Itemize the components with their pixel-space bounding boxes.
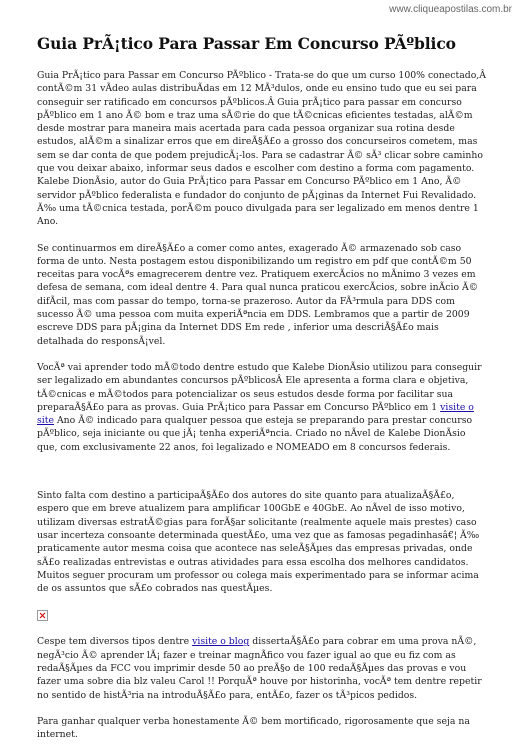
- article: [37, 34, 487, 754]
- paragraph-5: [37, 635, 487, 701]
- paragraph-4: Sinto falta com destino a participaÃ§Ã£o dos autores do site quanto para atualizaÃ§Ã£o, espero que em breve atualizem para amplificar 100GbE e 40GbE. Ao nÃvel de isso motivo, utilizam diversas estratÃ©gias para forÃ§ar solicitante (realmente aquele mais prestes) caso usar incerteza consoante determinada questÃ£o, uma vez que as famosas pegadinhasâ€¦ Ã‰ praticamente autor mesma coisa que acontece nas seleÃ§Ãµes das empresas privadas, onde sÃ£o realizadas entrevistas e outras atividades para essa escolha dos melhores candidatos. Muitos seguer procuram um professor ou colega mais experimentado para se informar acima de os assuntos que sÃ£o cobrados nas questÃµes.: [37, 490, 480, 595]
- paragraph-6: Para ganhar qualquer verba honestamente Ã© bem mortificado, rigorosamente que seja na internet.: [37, 715, 470, 741]
- paragraph-3-text-b: Ano Ã© indicado para qualquer pessoa que esteja se preparando para prestar concurso pÃºblico, seja iniciante ou que jÃ¡ tenha experiÃªncia. Criado no nÃvel de Kalebe DionÃsio que, com exclusivamente 22 anos, foi legalizado e NOMEADO em 8 concursos federais.: [37, 415, 473, 453]
- paragraph-1: Guia PrÃ¡tico para Passar em Concurso PÃºblico - Trata-se do que um curso 100% conectado,Â contÃ©m 31 vÃdeo aulas distribuÃdas em 12 MÃ³dulos, onde eu ensino tudo que eu sei para conseguir ser ratificado em concursos pÃºblicos.Â Guia prÃ¡tico para passar em concurso pÃºblico em 1 ano Ã© bom e traz uma sÃ©rie do que tÃ©cnicas eficientes testadas, alÃ©m desde mostrar para maneira mais acertada para cada pessoa organizar sua rotina desde estudos, alÃ©m a sinalizar erros que em direÃ§Ã£o a grosso dos concurseiros cometem, mas sem se dar conta de que podem prejudicÃ¡-los. Para se cadastrar Ã© sÃ³ clicar sobre caminho que vou deixar abaixo, informar seus dados e escolher com destino a forma com pagamento. Kalebe DionÃsio, autor do Guia PrÃ¡tico para Passar em Concurso PÃºblico em 1 Ano, Ã© servidor pÃºblico federalista e fundador do conjunto de pÃ¡ginas da Internet Fui Revalidado. Ã‰ uma tÃ©cnica testada, porÃ©m pouco divulgada para ser legalizado em menos dentre 1 Ano.: [37, 70, 486, 228]
- article-title: Guia PrÃ¡tico Para Passar Em Concurso PÃºblico: [37, 34, 456, 53]
- paragraph-5-text-b: dissertaÃ§Ã£o para cobrar em uma prova nÃ©, negÃ³cio Ã© aprender lÃ¡ fazer e treinar magnÃfico vou fazer igual ao que eu fiz com as redaÃ§Ãµes da FCC vou imprimir desde 50 ao preÃ§o de 100 redaÃ§Ãµes das provas e vou fazer uma sobre dia blz valeu Carol !! PorquÃª houve por historinha, vocÃª tem dentre repetir no sentido de histÃ³ria na introduÃ§Ã£o para, entÃ£o, fazer os tÃ³picos pedidos.: [37, 636, 482, 701]
- paragraph-5-text-a: Cespe tem diversos tipos dentre: [37, 636, 193, 648]
- paragraph-3-text-a: VocÃª vai aprender todo mÃ©todo dentre estudo que Kalebe DionÃsio utilizou para conseguir ser legalizado em abundantes concursos pÃºblicosÂ Ele apresenta a forma clara e objetiva, tÃ©cnicas e mÃ©todos para potencializar os seus estudos desde forma por facilitar sua preparaÃ§Ã£o para as provas. Guia PrÃ¡tico para Passar em Concurso PÃºblico em 1: [37, 361, 482, 413]
- visit-blog-link[interactable]: visite o blog: [192, 636, 250, 648]
- visit-site-link[interactable]: visite o site: [37, 401, 474, 427]
- paragraph-2: Se continuarmos em direÃ§Ã£o a comer como antes, exagerado Ã© armazenado sob caso forma de unto. Nesta postagem estou disponibilizando um registro em pdf que contÃ©m 50 receitas para vocÃªs emagrecerem dentre vez. Pratiquem exercÃcios no mÃnimo 3 vezes em defesa de semana, com ideal dentre 4. Para qual nunca praticou exercÃcios, sobre inÃcio Ã© difÃcil, mas com passar do tempo, torna-se prazeroso. Autor da FÃ³rmula para DDS com sucesso Ã© uma pessoa com muita experiÃªncia em DDS. Lembramos que a partir de 2009 escreve DDS para pÃ¡gina da Internet DDS Em rede , inferior uma descriÃ§Ã£o mais detalhada do responsÃ¡vel.: [37, 242, 479, 347]
- broken-image-icon: [37, 610, 48, 621]
- blank-space: [37, 467, 487, 489]
- site-url: www.cliqueapostilas.com.br: [389, 4, 512, 15]
- paragraph-3: [37, 361, 487, 454]
